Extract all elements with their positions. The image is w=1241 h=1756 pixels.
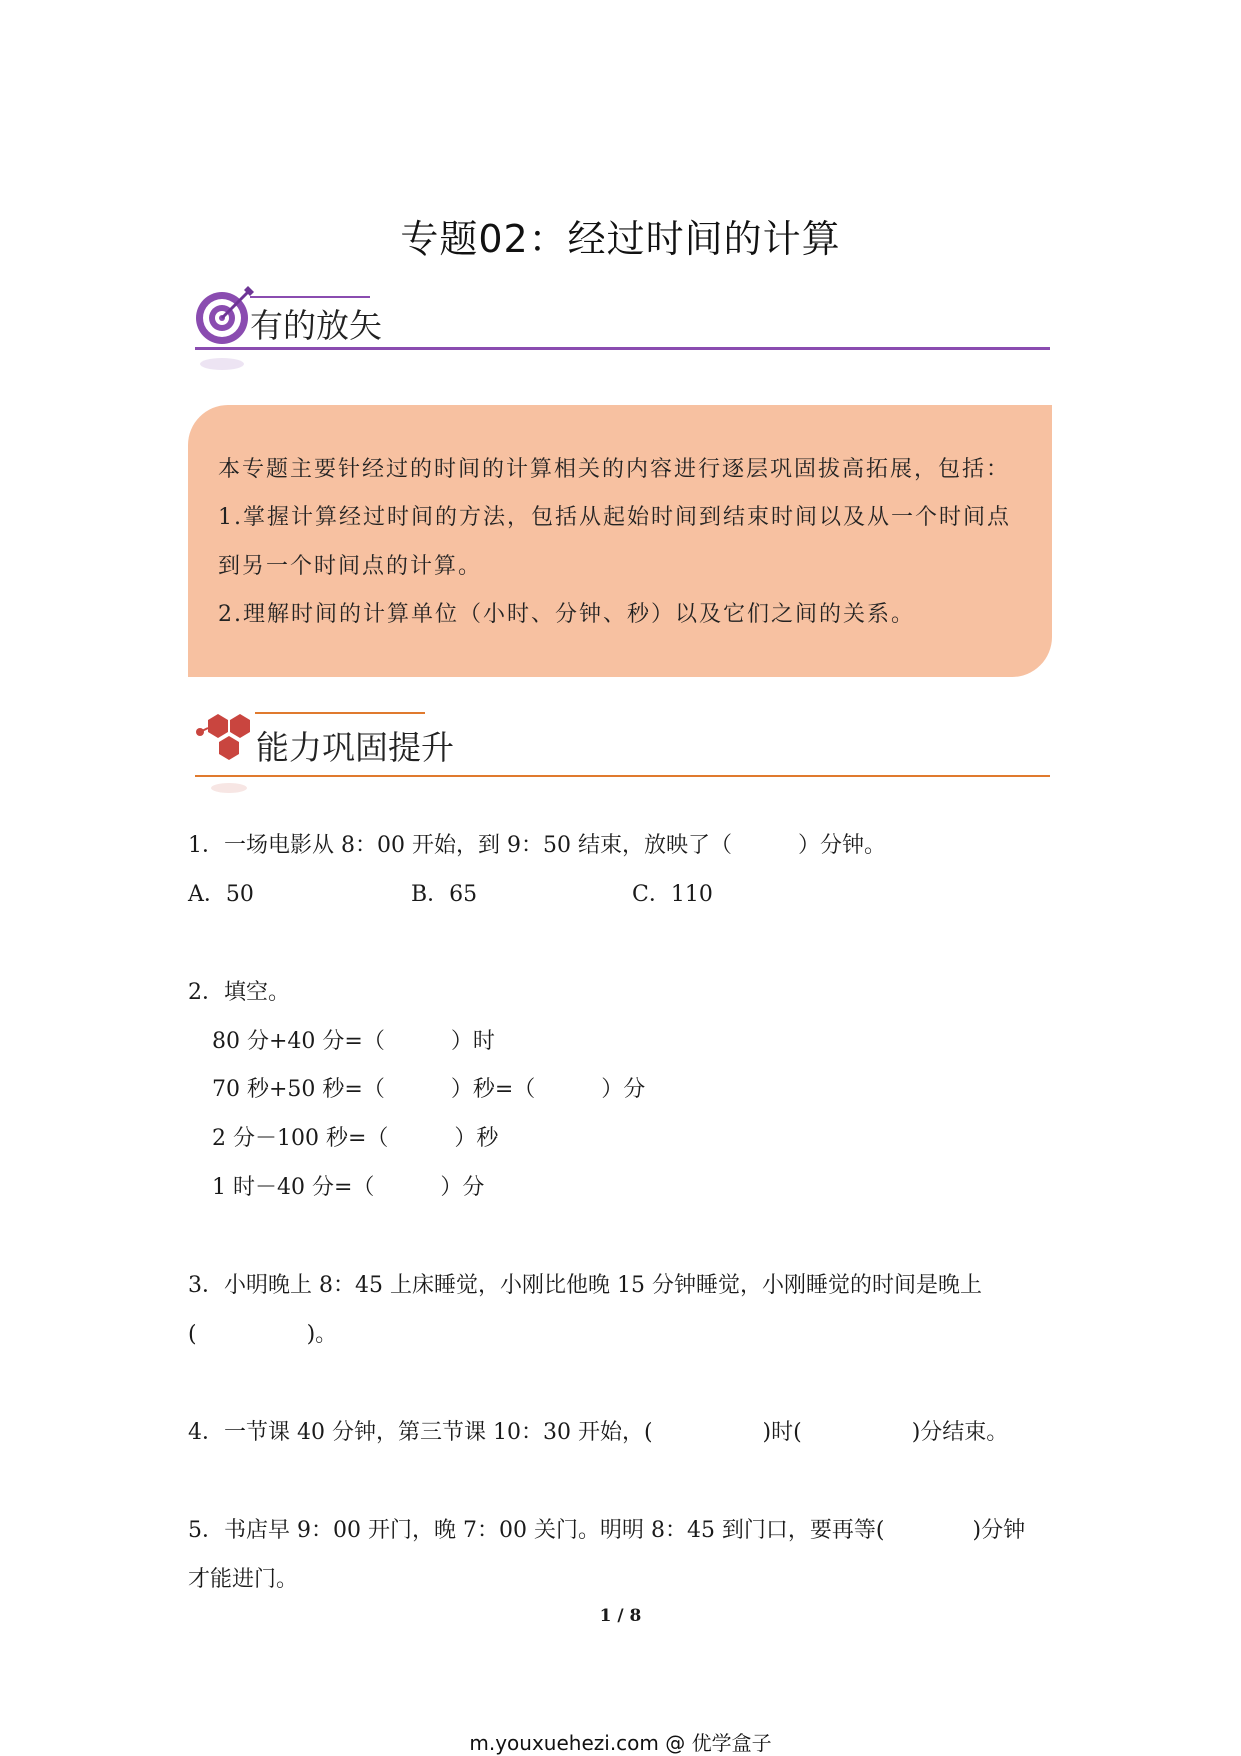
hexagon-icon: [192, 706, 262, 796]
footer-source: m.youxuehezi.com @ 优学盒子: [469, 1731, 772, 1755]
fill-item: 80 分+40 分=（ ）时: [212, 1029, 495, 1054]
question-3: 3．小明晚上 8：45 上床睡觉，小刚比他晚 15 分钟睡觉，小刚睡觉的时间是晚上: [188, 1273, 982, 1298]
intro-line: 本专题主要针经过的时间的计算相关的内容进行逐层巩固拔高拓展，包括：: [218, 457, 1011, 482]
section-accent-line: [250, 296, 370, 298]
intro-line: 1.掌握计算经过时间的方法，包括从起始时间到结束时间以及从一个时间点: [218, 505, 1011, 530]
section-heading-goals: 有的放矢: [250, 306, 382, 345]
section-divider: [195, 775, 1050, 777]
question-5-continued: 才能进门。: [188, 1567, 299, 1592]
question-3-continued: ( )。: [188, 1322, 338, 1347]
question-2: 2．填空。: [188, 980, 290, 1005]
page-number: 1 / 8: [599, 1606, 642, 1626]
option-b: B．65: [411, 882, 478, 907]
fill-item: 1 时－40 分=（ ）分: [212, 1175, 485, 1200]
section-accent-line: [255, 712, 425, 714]
question-1: 1．一场电影从 8：00 开始，到 9：50 结束，放映了（ ）分钟。: [188, 833, 886, 858]
question-5: 5．书店早 9：00 开门，晚 7：00 关门。明明 8：45 到门口，要再等( )分钟: [188, 1518, 1026, 1543]
question-4: 4．一节课 40 分钟，第三节课 10：30 开始，( )时( )分结束。: [188, 1420, 1009, 1445]
fill-item: 2 分－100 秒=（ ）秒: [212, 1126, 499, 1151]
intro-line: 2.理解时间的计算单位（小时、分钟、秒）以及它们之间的关系。: [218, 602, 915, 627]
intro-line: 到另一个时间点的计算。: [218, 554, 483, 579]
section-heading-practice: 能力巩固提升: [256, 728, 454, 767]
fill-item: 70 秒+50 秒=（ ）秒=（ ）分: [212, 1077, 646, 1102]
section-divider: [195, 347, 1050, 350]
option-c: C．110: [632, 882, 713, 907]
page-title: 专题02：经过时间的计算: [400, 217, 841, 261]
intro-box: [188, 405, 1052, 677]
option-a: A．50: [188, 882, 254, 907]
